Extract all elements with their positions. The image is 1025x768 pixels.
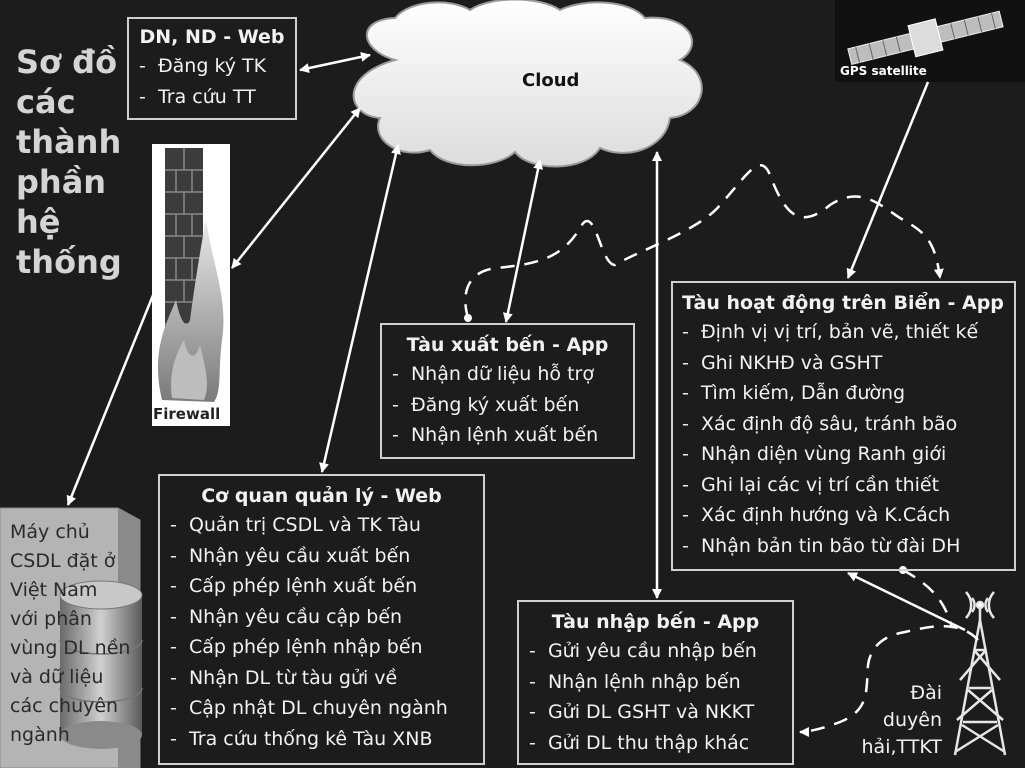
box-item: - Nhận lệnh xuất bến (392, 420, 623, 451)
arrival-vessel-box (517, 600, 794, 765)
box-item: - Nhận yêu cầu xuất bến (170, 541, 473, 572)
box-item: - Cấp phép lệnh nhập bến (170, 632, 473, 663)
box-item: - Xác định hướng và K.Cách (682, 500, 1004, 531)
box-item: - Nhận bản tin bão từ đài DH (682, 531, 1004, 562)
title-line: phần (16, 163, 107, 201)
title-line: Sơ đồ (16, 43, 118, 81)
box-title: Tàu nhập bến - App (551, 611, 760, 633)
box-item: - Nhận yêu cầu cập bến (170, 602, 473, 633)
title-line: thống (16, 243, 122, 281)
departure-vessel-box (380, 323, 635, 459)
server-label-line: vùng DL nền (10, 637, 131, 659)
at-sea-vessel-box (671, 281, 1016, 571)
box-title: Tàu hoạt động trên Biển - App (682, 292, 1004, 314)
box-item: - Xác định độ sâu, tránh bão (682, 409, 1004, 440)
box-item: - Quản trị CSDL và TK Tàu (170, 510, 473, 541)
cloud-label: Cloud (522, 70, 580, 91)
box-title: Cơ quan quản lý - Web (201, 485, 442, 507)
server-label-line: Việt Nam (10, 579, 98, 601)
box-item: - Nhận dữ liệu hỗ trợ (392, 359, 623, 390)
box-item: - Đăng ký TK (139, 51, 285, 82)
title-line: thành (16, 123, 122, 161)
box-item: - Ghi lại các vị trí cần thiết (682, 470, 1004, 501)
server-label-line: ngành (10, 724, 70, 746)
coastal-station-label (838, 680, 942, 761)
radio-tower-icon (955, 592, 1005, 755)
box-item: - Tra cứu thống kê Tàu XNB (170, 724, 473, 755)
link-web-user-cloud (300, 55, 370, 70)
firewall-label: Firewall (153, 405, 221, 423)
station-label-line: duyên (882, 709, 942, 731)
box-item: - Gửi DL thu thập khác (529, 728, 782, 759)
box-title: Tàu xuất bến - App (406, 334, 609, 356)
box-item: - Cập nhật DL chuyên ngành (170, 693, 473, 724)
box-item: - Gửi yêu cầu nhập bến (529, 636, 782, 667)
station-label-line: hải,TTKT (861, 736, 942, 758)
link-server-firewall (68, 278, 160, 505)
link-firewall-cloud (232, 108, 360, 268)
link-departure-cloud (506, 160, 540, 322)
box-item: - Tra cứu TT (139, 82, 285, 113)
box-item: - Nhận diện vùng Ranh giới (682, 439, 1004, 470)
server-label (10, 518, 130, 750)
box-item: - Định vị vị trí, bản vẽ, thiết kế (682, 317, 1004, 348)
link-gps-at-sea (848, 82, 928, 278)
station-label-line: Đài (910, 682, 942, 704)
title-line: hệ (16, 203, 61, 241)
firewall-icon (152, 144, 230, 426)
box-item: - Đăng ký xuất bến (392, 390, 623, 421)
gps-satellite-label: GPS satellite (840, 64, 927, 78)
server-label-line: CSDL đặt ở (10, 550, 116, 572)
box-item: - Tìm kiếm, Dẫn đường (682, 378, 1004, 409)
box-item: - Ghi NKHĐ và GSHT (682, 348, 1004, 379)
server-label-line: và dữ liệu (10, 666, 104, 688)
web-user-box (127, 17, 297, 120)
box-item: - Gửi DL GSHT và NKKT (529, 697, 782, 728)
box-item: - Cấp phép lệnh xuất bến (170, 571, 473, 602)
box-title: DN, ND - Web (139, 26, 285, 48)
server-label-line: với phân (10, 608, 92, 630)
box-item: - Nhận DL từ tàu gửi về (170, 663, 473, 694)
server-label-line: các chuyên (10, 695, 119, 717)
title-line: các (16, 83, 76, 121)
box-item: - Nhận lệnh nhập bến (529, 667, 782, 698)
authority-box (158, 474, 485, 765)
link-tower-at-sea (848, 573, 965, 630)
server-label-line: Máy chủ (10, 521, 90, 543)
